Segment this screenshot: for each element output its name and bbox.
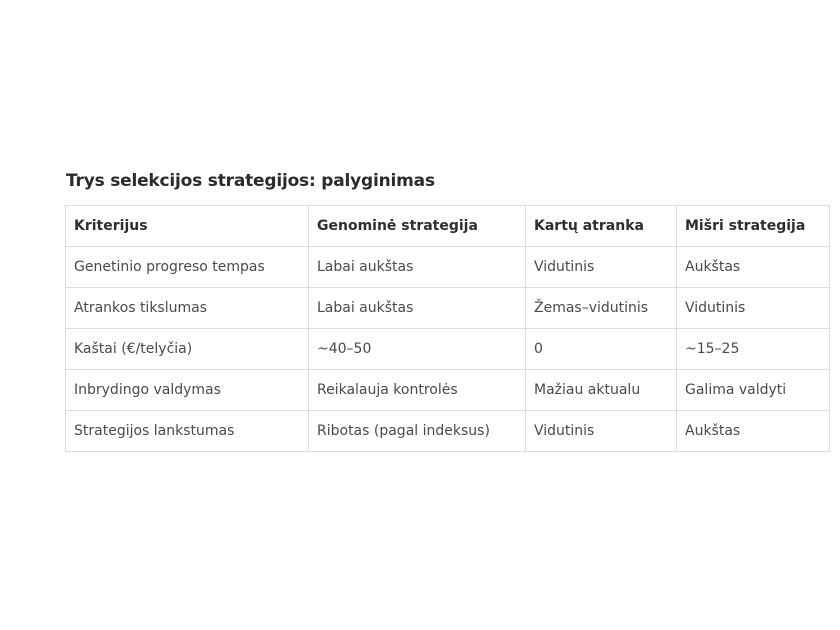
comparison-table (65, 205, 830, 452)
table-cell: Ribotas (pagal indeksus) (309, 411, 526, 452)
table-row (66, 411, 830, 452)
table-cell: Labai aukštas (309, 288, 526, 329)
table-cell: Genetinio progreso tempas (66, 247, 309, 288)
table-cell: Žemas–vidutinis (526, 288, 677, 329)
table-row (66, 247, 830, 288)
table-cell: Reikalauja kontrolės (309, 370, 526, 411)
table-cell: Vidutinis (526, 247, 677, 288)
table-cell: Mažiau aktualu (526, 370, 677, 411)
table-title: Trys selekcijos strategijos: palyginimas (66, 171, 435, 191)
table-row (66, 329, 830, 370)
table-cell: 0 (526, 329, 677, 370)
table-header-row (66, 206, 830, 247)
table-cell: Inbrydingo valdymas (66, 370, 309, 411)
table-cell: Galima valdyti (677, 370, 830, 411)
table-cell: Strategijos lankstumas (66, 411, 309, 452)
header-mixed-strategy: Mišri strategija (677, 206, 830, 247)
table-cell: Kaštai (€/telyčia) (66, 329, 309, 370)
header-genomic-strategy: Genominė strategija (309, 206, 526, 247)
table-cell: ~40–50 (309, 329, 526, 370)
table-cell: Vidutinis (526, 411, 677, 452)
header-generation-selection: Kartų atranka (526, 206, 677, 247)
table-cell: Aukštas (677, 247, 830, 288)
table-cell: Aukštas (677, 411, 830, 452)
table-cell: Vidutinis (677, 288, 830, 329)
header-criterion: Kriterijus (66, 206, 309, 247)
table-cell: ~15–25 (677, 329, 830, 370)
table-row (66, 288, 830, 329)
table-cell: Labai aukštas (309, 247, 526, 288)
table-cell: Atrankos tikslumas (66, 288, 309, 329)
table-row (66, 370, 830, 411)
